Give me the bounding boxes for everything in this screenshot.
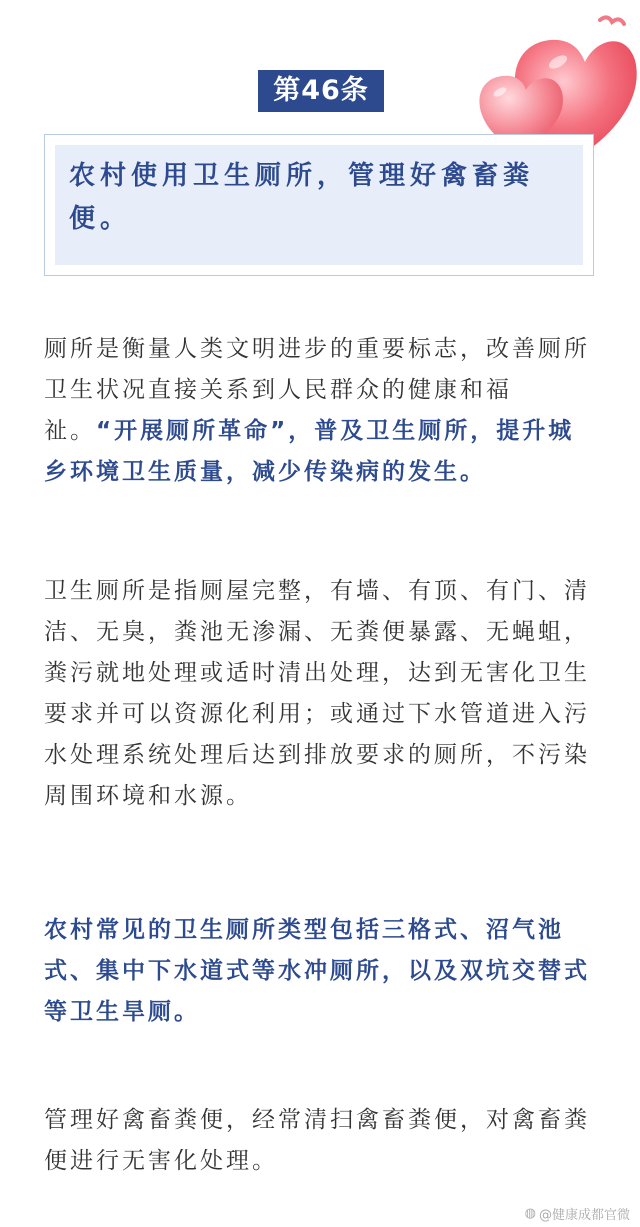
title-box [44, 134, 594, 276]
paragraph-definition: 卫生厕所是指厕屋完整，有墙、有顶、有门、清洁、无臭，粪池无渗漏、无粪便暴露、无蝇蛆，粪污就地处理或适时清出处理，达到无害化卫生要求并可以资源化利用；或通过下水管道进入污水处理系统处理后达到排放要求的厕所，不污染周围环境和水源。 [44, 578, 590, 809]
paragraph-manure-management: 管理好禽畜粪便，经常清扫禽畜粪便，对禽畜粪便进行无害化处理。 [44, 1107, 590, 1174]
paragraph-intro-text: 厕所是衡量人类文明进步的重要标志，改善厕所卫生状况直接关系到人民群众的健康和福祉。 [44, 336, 590, 444]
article-number-tag: 第46条 [258, 70, 384, 112]
article-title: 农村使用卫生厕所，管理好禽畜粪便。 [69, 161, 535, 234]
paragraph-intro [44, 329, 600, 493]
paragraph-toilet-types: 农村常见的卫生厕所类型包括三格式、沼气池式、集中下水道式等水冲厕所，以及双坑交替式等卫生旱厕。 [44, 917, 590, 1025]
watermark [525, 1204, 630, 1223]
watermark-text: @健康成都官微 [538, 1208, 630, 1223]
weibo-icon: ◍ [524, 1206, 536, 1221]
paragraph-intro-highlight: “开展厕所革命”，普及卫生厕所，提升城乡环境卫生质量，减少传染病的发生。 [44, 418, 575, 485]
